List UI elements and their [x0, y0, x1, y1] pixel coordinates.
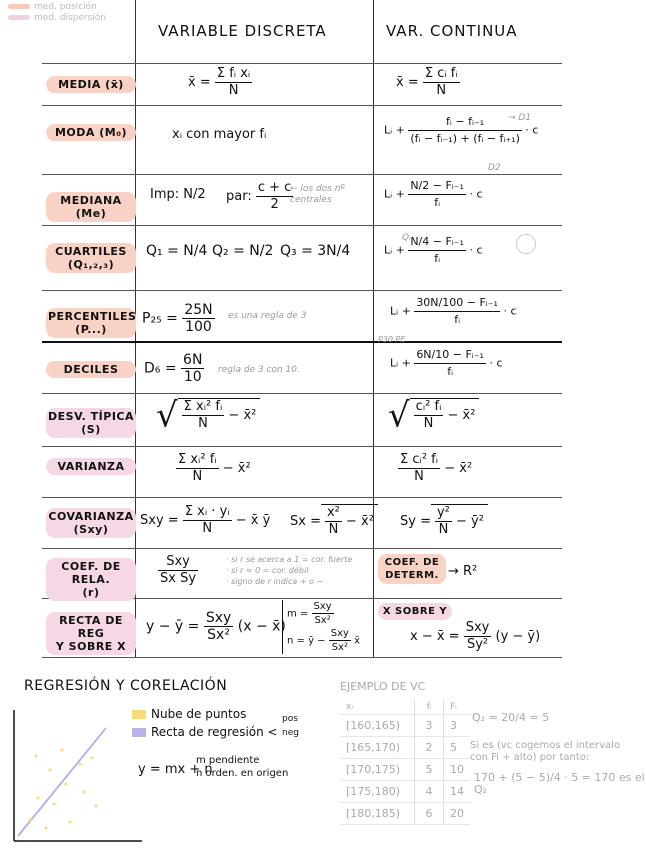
row-line: [42, 105, 562, 106]
cuartiles-qi: Qᵢ: [402, 233, 411, 243]
deciles-cont-lhs: Lᵢ +: [390, 356, 411, 370]
recta-n-den: Sx²: [331, 642, 348, 653]
moda-d1: → D1: [508, 113, 532, 123]
coef-notes: [226, 554, 352, 587]
mediana-par-label: par:: [226, 189, 252, 204]
percentiles-disc-den: 100: [185, 319, 212, 335]
table-row: [340, 715, 470, 737]
ejemplo-cell: 5: [415, 759, 444, 781]
coef-det-rhs: → R²: [448, 564, 478, 579]
legend-recta: Recta de regresión <: [132, 723, 278, 741]
recta-n-num: Sxy: [330, 628, 349, 639]
ejemplo-cell: 4: [415, 781, 444, 803]
percentiles-sub: (P...): [75, 323, 107, 336]
ejemplo-cell: [160,165): [340, 715, 415, 737]
media-disc-den: N: [228, 83, 239, 98]
mediana-cont-num: N/2 − Fᵢ₋₁: [408, 178, 466, 195]
varianza-cont-frac: [398, 452, 440, 485]
recta-frac: [204, 610, 233, 643]
coef-note: · signo de r indica + o −: [226, 577, 324, 586]
percentiles-disc-lhs: P₂₅ =: [142, 310, 178, 327]
xsy-frac: [464, 620, 492, 653]
percentiles-cont-lhs: Lᵢ +: [390, 304, 411, 318]
coef-sub: (r): [82, 586, 100, 599]
sy-den: N: [438, 522, 449, 537]
percentiles-cont-frac: [414, 295, 500, 328]
sxy-rhs: − x̄ ȳ: [235, 513, 271, 528]
mediana-cont-den: fᵢ: [434, 196, 441, 209]
table-row: [340, 737, 470, 759]
coef-note: · si r ≈ 0 = cor. débil: [226, 566, 309, 575]
desv-title: DESV. TÍPICA: [48, 410, 135, 423]
coef-det-label: COEF. DE DETERM.: [378, 554, 446, 584]
sxy-num: Σ xᵢ · yᵢ: [184, 504, 230, 519]
sy-lhs: Sy =: [400, 514, 431, 529]
ejemplo-cell: 6: [415, 803, 444, 825]
point: [82, 790, 85, 793]
regression-legend: [132, 705, 278, 741]
legend-posicion-label: med. posición: [34, 2, 97, 12]
recta-lhs: y − ȳ =: [146, 618, 200, 635]
pos-neg: [282, 712, 299, 740]
sx-lhs: Sx =: [290, 514, 321, 529]
desv-disc-num: Σ xᵢ² fᵢ: [183, 399, 223, 414]
point: [68, 820, 71, 823]
row-line: [42, 63, 562, 64]
desv-disc-rhs: − x̄²: [228, 408, 257, 423]
mediana-par-frac: [256, 180, 293, 213]
moda-cont-den: (fᵢ − fᵢ₋₁) + (fᵢ − fᵢ₊₁): [410, 132, 520, 145]
recta-num: Sxy: [205, 610, 232, 626]
media-cont-num: Σ cᵢ fᵢ: [424, 66, 458, 81]
point: [36, 796, 39, 799]
sy-rhs: − ȳ²: [456, 514, 484, 529]
ejemplo-cell: 2: [415, 737, 444, 759]
desv-cont-frac: [414, 399, 444, 432]
n-note: n orden. en origen: [196, 768, 289, 779]
point: [28, 818, 31, 821]
regression-plot: [10, 710, 145, 845]
coef-formula: [158, 554, 198, 587]
varianza-disc-rhs: − x̄²: [222, 461, 251, 476]
coef-num: Sxy: [158, 554, 198, 571]
moda-cont-num: fᵢ − fᵢ₋₁: [408, 114, 522, 131]
legend-nube-label: Nube de puntos: [151, 707, 247, 721]
pos-label: pos: [282, 714, 298, 724]
ejemplo-cell: [165,170): [340, 737, 415, 759]
ejemplo-header: Fᵢ: [444, 700, 471, 715]
recta-n-frac: [329, 627, 351, 654]
recta-xsy-label: X SOBRE Y: [378, 603, 452, 620]
label-varianza: VARIANZA: [46, 458, 136, 475]
percentiles-continua: [390, 295, 517, 328]
moda-cont-rhs: · c: [525, 123, 539, 137]
legend-nube: [132, 705, 278, 723]
legend-recta-label: Recta de regresión: [151, 725, 264, 739]
desv-cont-sqrt: [410, 398, 480, 432]
row-line: [42, 446, 562, 447]
q2: Q₂ = N/2: [212, 243, 274, 259]
label-percentiles: [46, 308, 136, 338]
desv-disc-sqrt: [178, 398, 261, 432]
label-mediana: MEDIANA (Me): [46, 192, 136, 222]
mediana-par: [226, 180, 293, 213]
covarianza-title: COVARIANZA: [48, 510, 134, 523]
row-line: [42, 657, 562, 658]
mediana-par-num: c + c: [257, 180, 292, 195]
coef-title: COEF. DE RELA.: [61, 560, 121, 586]
ejemplo-table: [340, 700, 470, 825]
xsy-rhs: (y − ȳ): [495, 629, 541, 644]
q3: Q₃ = 3N/4: [280, 243, 351, 259]
legend-recta-swatch: [132, 728, 146, 737]
sy-num: y²: [436, 505, 450, 520]
desv-cont-num: cᵢ² fᵢ: [415, 399, 442, 414]
media-disc-frac: [215, 66, 252, 99]
cuartiles-cont-num: N/4 − Fᵢ₋₁: [408, 234, 466, 251]
point: [44, 826, 47, 829]
deciles-continua: [390, 347, 503, 380]
desv-cont-rhs: − x̄²: [447, 408, 476, 423]
varianza-continua: [398, 452, 472, 485]
recta-xsy-formula: [410, 620, 540, 653]
m-note: m pendiente: [196, 755, 260, 766]
covarianza-sub: (Sxy): [73, 523, 109, 536]
percentiles-title: PERCENTILES: [48, 310, 137, 323]
recta-m-num: Sxy: [313, 601, 332, 612]
q1: Q₁ = N/4: [146, 243, 208, 259]
ejemplo-note: Si es (vc cogemos el intervalo con Fi + alto) por tanto:: [470, 740, 621, 763]
cuartiles-cont-frac: [408, 234, 466, 267]
label-deciles: DECILES: [46, 361, 136, 378]
point: [78, 762, 81, 765]
deciles-cont-num: 6N/10 − Fᵢ₋₁: [414, 347, 486, 364]
sqrt-icon: √: [388, 395, 410, 436]
moda-discreta: xᵢ con mayor fᵢ: [172, 127, 267, 142]
mediana-imp: Imp: N/2: [150, 187, 206, 202]
label-recta: [46, 612, 136, 655]
desv-disc-frac: [182, 399, 225, 432]
ejemplo-cell: 20: [444, 803, 471, 825]
ejemplo-header: xᵢ: [340, 700, 415, 715]
media-cont-lhs: x̄ =: [396, 75, 419, 90]
header-continua: VAR. CONTINUA: [386, 22, 518, 40]
sx-frac: [325, 505, 342, 538]
desv-disc-den: N: [198, 416, 208, 431]
percentiles-cont-num: 30N/100 − Fᵢ₋₁: [414, 295, 500, 312]
mediana-continua: [384, 178, 483, 211]
media-disc-lhs: x̄ =: [188, 75, 211, 90]
recta-title: RECTA DE REG: [59, 614, 123, 640]
point: [48, 768, 51, 771]
ejemplo-cell: 3: [444, 715, 471, 737]
media-discreta: [188, 66, 252, 99]
ejemplo-cell: 3: [415, 715, 444, 737]
sx-num: x²: [326, 505, 340, 520]
ejemplo-calc: 170 + (5 − 5)/4 · 5 = 170 es el Q₂: [474, 771, 645, 796]
sqrt-icon: √: [156, 395, 178, 436]
coef-frac: [158, 554, 198, 587]
media-continua: [396, 66, 460, 99]
deciles-disc-num: 6N: [183, 352, 203, 368]
cuartiles-cont-lhs: Lᵢ +: [384, 243, 405, 257]
point: [52, 802, 55, 805]
media-cont-frac: [423, 66, 460, 99]
recta-m: [287, 600, 360, 627]
sx-rhs: − x̄²: [346, 514, 374, 529]
point: [90, 756, 93, 759]
sx-sqrt: [321, 504, 378, 538]
table-row: [340, 759, 470, 781]
label-moda: MODA (M₀): [46, 124, 136, 141]
deciles-cont-rhs: · c: [489, 356, 503, 370]
xsy-den: Sy²: [466, 637, 489, 652]
percentiles-disc-frac: [182, 302, 214, 335]
percentiles-cont-rhs: · c: [503, 304, 517, 318]
ejemplo-cell: 10: [444, 759, 471, 781]
row-line: [42, 290, 562, 291]
varianza-discreta: [176, 452, 251, 485]
recta-mn: [282, 600, 360, 654]
divider-v2: [373, 0, 374, 658]
ejemplo-title: EJEMPLO DE VC: [340, 680, 426, 693]
cuartiles-cont-den: fᵢ: [434, 252, 441, 265]
covarianza-sx: [290, 504, 378, 538]
label-cuartiles: [46, 243, 136, 273]
row-line: [42, 548, 562, 549]
label-media: MEDIA (x̄): [46, 76, 136, 93]
ejemplo-cell: [170,175): [340, 759, 415, 781]
cuartiles-title: CUARTILES: [55, 245, 127, 258]
sy-sqrt: [431, 504, 488, 538]
point-cloud: [28, 748, 97, 829]
recta-formula: [146, 610, 286, 643]
row-line: [42, 225, 562, 226]
label-desv-tipica: [46, 408, 136, 438]
media-disc-num: Σ fᵢ xᵢ: [216, 66, 251, 81]
ejemplo-q2: Q₂ = 20/4 = 5: [472, 711, 550, 724]
recta-n-rhs: x̄: [354, 635, 361, 647]
recta-m-den: Sx²: [314, 615, 331, 626]
cuartiles-sub: (Q₁,₂,₃): [67, 258, 115, 271]
equation-notes: [196, 754, 288, 780]
regresion-title: REGRESIÓN Y CORELACIÓN: [24, 678, 228, 694]
recta-n: [287, 627, 360, 654]
sx-den: N: [328, 522, 339, 537]
varianza-cont-num: Σ cᵢ² fᵢ: [400, 452, 439, 467]
media-cont-den: N: [436, 83, 447, 98]
moda-cont-lhs: Lᵢ +: [384, 123, 405, 137]
deciles-cont-frac: [414, 347, 486, 380]
ejemplo-cell: 5: [444, 737, 471, 759]
desv-continua: [388, 395, 479, 436]
desv-sub: (S): [81, 423, 101, 436]
recta-n-lhs: n = ȳ −: [287, 635, 326, 647]
mediana-cont-lhs: Lᵢ +: [384, 187, 405, 201]
sy-frac: [435, 505, 452, 538]
ejemplo-cell: 14: [444, 781, 471, 803]
point: [60, 748, 63, 751]
table-row: [340, 781, 470, 803]
line-equation: y = mx + n: [138, 762, 213, 777]
recta-m-frac: [312, 600, 334, 627]
varianza-disc-frac: [176, 452, 219, 485]
recta-den: Sx²: [207, 627, 230, 643]
row-line: [42, 393, 562, 394]
moda-d2: D2: [488, 163, 501, 173]
recta-sub: Y SOBRE X: [55, 640, 127, 653]
mediana-cont-frac: [408, 178, 466, 211]
varianza-disc-den: N: [192, 469, 203, 484]
varianza-cont-den: N: [414, 469, 424, 484]
point: [94, 804, 97, 807]
point: [34, 754, 37, 757]
percentiles-discreta: [142, 302, 215, 335]
row-line: [42, 174, 562, 175]
sxy-frac: [183, 504, 232, 537]
table-row: [340, 803, 470, 825]
deciles-discreta: [144, 352, 204, 385]
ejemplo-header: fᵢ: [415, 700, 444, 715]
deciles-note: regla de 3 con 10.: [218, 365, 300, 375]
row-line: [42, 497, 562, 498]
ejemplo-cell: [175,180): [340, 781, 415, 803]
cuartiles-cont-rhs: · c: [469, 243, 483, 257]
coef-den: Sx Sy: [160, 571, 197, 586]
percentiles-note: es una regla de 3: [228, 311, 307, 321]
header-discreta: VARIABLE DISCRETA: [158, 22, 327, 40]
desv-cont-den: N: [423, 416, 434, 431]
percentiles-cont-den: fᵢ: [454, 313, 461, 326]
moda-cont-frac: [408, 114, 522, 147]
percentiles-disc-num: 25N: [184, 302, 213, 318]
desv-discreta: [156, 395, 260, 436]
deciles-disc-frac: [181, 352, 204, 385]
cuartiles-continua: [384, 234, 483, 267]
covarianza-sy: [400, 504, 488, 538]
sxy-den: N: [202, 521, 213, 536]
covarianza-sxy: [140, 504, 270, 537]
percentiles-side: P30 PE: [378, 335, 406, 344]
recta-rhs: (x − x̄): [237, 618, 286, 635]
circle-doodle: [516, 234, 536, 254]
neg-label: neg: [282, 728, 299, 738]
ejemplo-header-row: [340, 700, 470, 715]
varianza-disc-num: Σ xᵢ² fᵢ: [178, 452, 217, 467]
deciles-disc-lhs: D₆ =: [144, 360, 177, 377]
varianza-cont-rhs: − x̄²: [444, 461, 473, 476]
label-coef: [46, 558, 136, 601]
ejemplo-cell: [180,185): [340, 803, 415, 825]
recta-m-lhs: m =: [287, 608, 309, 620]
mediana-note: ← los dos nº centrales: [290, 184, 345, 205]
label-covarianza: [46, 508, 136, 538]
xsy-lhs: x − x̄ =: [410, 629, 460, 644]
mediana-cont-rhs: · c: [469, 187, 483, 201]
coef-note: · si r se acerca a 1 = cor. fuerte: [226, 555, 353, 564]
legend-dispersion-label: med. dispersión: [34, 13, 106, 23]
deciles-disc-den: 10: [183, 369, 202, 385]
mediana-par-den: 2: [270, 197, 279, 212]
legend-nube-swatch: [132, 710, 146, 719]
sxy-lhs: Sxy =: [140, 513, 179, 528]
row-line-thick: [42, 341, 562, 343]
point: [64, 782, 67, 785]
deciles-cont-den: fᵢ: [447, 365, 454, 378]
xsy-num: Sxy: [465, 620, 490, 635]
